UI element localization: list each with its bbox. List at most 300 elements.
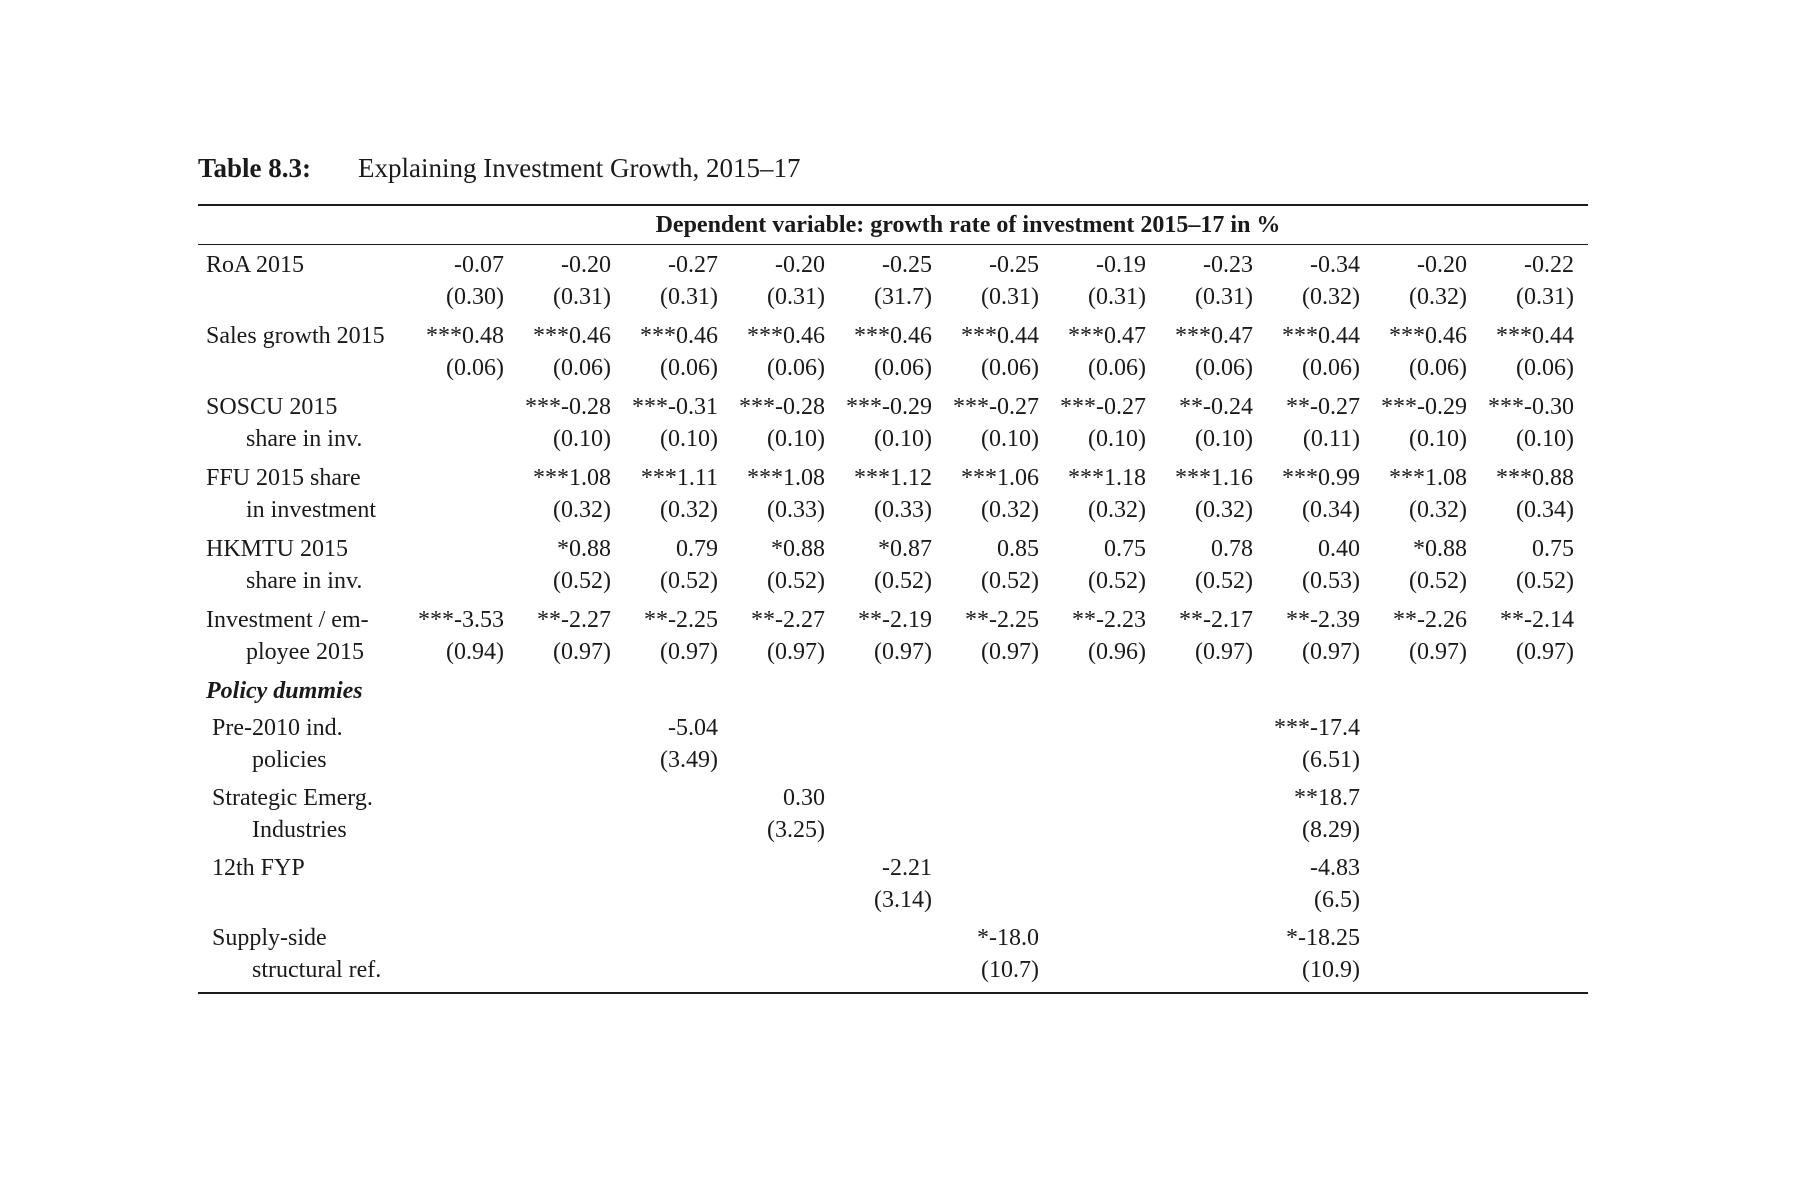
coefficient — [832, 922, 932, 954]
standard-error: (6.51) — [1302, 747, 1360, 773]
table-cell — [1153, 320, 1253, 384]
standard-error: (6.5) — [1314, 887, 1360, 913]
table-cell — [832, 712, 932, 744]
table-cell — [1367, 249, 1467, 313]
standard-error: (8.29) — [1302, 817, 1360, 843]
table-cell — [1153, 462, 1253, 526]
table-cell — [511, 391, 611, 455]
table-cell — [1367, 712, 1467, 744]
coefficient — [404, 922, 504, 954]
row-label — [206, 533, 362, 597]
table-cell — [511, 782, 611, 814]
table-cell — [1046, 922, 1146, 954]
coefficient: **18.7 — [1294, 785, 1360, 811]
coefficient: *0.88 — [1413, 536, 1467, 562]
standard-error: (0.52) — [1088, 568, 1146, 594]
coefficient — [1153, 852, 1253, 884]
row-label-line1: 12th FYP — [212, 855, 305, 881]
table-cell — [1474, 249, 1574, 313]
standard-error: (0.32) — [1409, 497, 1467, 523]
table-cell — [1474, 533, 1574, 597]
row-label-line1: Strategic Emerg. — [212, 785, 373, 811]
row-label — [206, 391, 362, 455]
table-cell — [1153, 533, 1253, 597]
table-row — [198, 533, 1588, 604]
row-label-line1: Supply-side — [212, 925, 327, 951]
coefficient: **-2.27 — [751, 607, 825, 633]
table-cell — [511, 922, 611, 954]
row-label-line2: structural ref. — [252, 957, 382, 983]
document-page — [198, 150, 1588, 994]
standard-error: (0.31) — [1088, 284, 1146, 310]
table-cell — [1153, 712, 1253, 744]
table-cell — [404, 249, 504, 313]
coefficient: -0.19 — [1096, 252, 1146, 278]
standard-error: (0.31) — [1516, 284, 1574, 310]
regression-table — [198, 245, 1588, 992]
coefficient: 0.30 — [783, 785, 825, 811]
table-cell — [939, 391, 1039, 455]
standard-error: (0.97) — [1302, 639, 1360, 665]
standard-error: (0.52) — [1409, 568, 1467, 594]
coefficient — [1046, 922, 1146, 954]
table-cell — [404, 852, 504, 884]
table-cell — [1046, 604, 1146, 668]
table-cell — [1474, 320, 1574, 384]
coefficient: -4.83 — [1310, 855, 1360, 881]
coefficient: 0.75 — [1104, 536, 1146, 562]
table-cell — [939, 604, 1039, 668]
table-number: Table 8.3: — [198, 153, 312, 183]
table-cell — [1260, 604, 1360, 668]
table-cell — [1153, 922, 1253, 954]
coefficient: 0.75 — [1532, 536, 1574, 562]
coefficient — [1367, 922, 1467, 954]
table-row — [198, 320, 1588, 391]
table-cell — [404, 533, 504, 565]
standard-error: (0.31) — [1195, 284, 1253, 310]
coefficient: **-2.14 — [1500, 607, 1574, 633]
standard-error: (0.10) — [874, 426, 932, 452]
coefficient: ***0.99 — [1282, 465, 1360, 491]
table-row — [198, 922, 1588, 992]
row-label-line2: share in inv. — [246, 426, 363, 452]
standard-error: (0.97) — [874, 639, 932, 665]
coefficient — [1474, 712, 1574, 744]
coefficient: *0.88 — [557, 536, 611, 562]
coefficient — [939, 712, 1039, 744]
coefficient — [404, 391, 504, 423]
coefficient — [725, 852, 825, 884]
coefficient: ***0.88 — [1496, 465, 1574, 491]
standard-error: (0.10) — [553, 426, 611, 452]
coefficient: 0.79 — [676, 536, 718, 562]
coefficient — [618, 852, 718, 884]
coefficient: ***0.47 — [1068, 323, 1146, 349]
coefficient: -0.22 — [1524, 252, 1574, 278]
row-label-line1: Sales growth 2015 — [206, 323, 385, 349]
table-cell — [1474, 604, 1574, 668]
coefficient: ***1.08 — [1389, 465, 1467, 491]
standard-error: (0.52) — [767, 568, 825, 594]
table-cell — [832, 604, 932, 668]
row-label — [206, 249, 304, 281]
table-cell — [1260, 391, 1360, 455]
table-cell — [832, 462, 932, 526]
table-title: Explaining Investment Growth, 2015–17 — [358, 153, 801, 183]
table-cell — [511, 462, 611, 526]
table-cell — [832, 320, 932, 384]
standard-error: (10.7) — [981, 957, 1039, 983]
coefficient — [1367, 852, 1467, 884]
table-row — [198, 712, 1588, 782]
standard-error: (0.32) — [981, 497, 1039, 523]
coefficient: ***0.46 — [747, 323, 825, 349]
standard-error: (0.32) — [553, 497, 611, 523]
coefficient: **-2.19 — [858, 607, 932, 633]
coefficient: **-2.26 — [1393, 607, 1467, 633]
row-label — [206, 462, 376, 526]
table-cell — [939, 922, 1039, 986]
table-cell — [725, 852, 825, 884]
row-label-line1: RoA 2015 — [206, 252, 305, 278]
table-row — [198, 462, 1588, 533]
coefficient: *-18.0 — [977, 925, 1039, 951]
coefficient — [725, 712, 825, 744]
table-cell — [1260, 533, 1360, 597]
coefficient — [1367, 712, 1467, 744]
table-row — [198, 604, 1588, 675]
coefficient: ***1.11 — [640, 465, 718, 491]
table-cell — [618, 852, 718, 884]
standard-error: (3.25) — [767, 817, 825, 843]
standard-error: (0.32) — [1302, 284, 1360, 310]
table-cell — [832, 852, 932, 916]
table-cell — [1474, 922, 1574, 954]
coefficient — [1046, 782, 1146, 814]
row-label-line1: Investment / em- — [206, 607, 369, 633]
table-cell — [1260, 462, 1360, 526]
table-cell — [1474, 852, 1574, 884]
coefficient — [511, 712, 611, 744]
coefficient — [1367, 782, 1467, 814]
coefficient — [511, 852, 611, 884]
table-cell — [1046, 249, 1146, 313]
standard-error: (0.32) — [1195, 497, 1253, 523]
table-cell — [1367, 922, 1467, 954]
coefficient: ***0.44 — [961, 323, 1039, 349]
row-label-line1: HKMTU 2015 — [206, 536, 348, 562]
table-cell — [939, 782, 1039, 814]
bottom-rule — [198, 992, 1588, 994]
table-cell — [725, 782, 825, 846]
standard-error: (0.31) — [660, 284, 718, 310]
standard-error: (0.10) — [1088, 426, 1146, 452]
standard-error: (0.31) — [553, 284, 611, 310]
row-label-line2: in investment — [246, 497, 376, 523]
coefficient — [1474, 782, 1574, 814]
table-cell — [511, 249, 611, 313]
table-cell — [618, 320, 718, 384]
coefficient — [618, 782, 718, 814]
table-row — [198, 249, 1588, 320]
table-cell — [404, 462, 504, 494]
row-label — [206, 604, 369, 668]
coefficient: -0.07 — [454, 252, 504, 278]
table-cell — [1153, 604, 1253, 668]
standard-error: (0.10) — [767, 426, 825, 452]
table-cell — [832, 391, 932, 455]
coefficient: ***1.16 — [1175, 465, 1253, 491]
table-cell — [1260, 712, 1360, 776]
row-label — [212, 712, 343, 776]
table-cell — [404, 712, 504, 744]
table-cell — [1046, 852, 1146, 884]
standard-error: (0.30) — [446, 284, 504, 310]
coefficient — [1046, 712, 1146, 744]
table-row — [198, 391, 1588, 462]
table-caption — [198, 150, 1588, 186]
table-cell — [1046, 712, 1146, 744]
coefficient: ***-0.28 — [525, 394, 611, 420]
standard-error: (0.33) — [874, 497, 932, 523]
table-cell — [618, 391, 718, 455]
coefficient: **-2.17 — [1179, 607, 1253, 633]
standard-error: (0.33) — [767, 497, 825, 523]
row-label-line1: Pre-2010 ind. — [212, 715, 343, 741]
coefficient — [939, 852, 1039, 884]
coefficient — [832, 782, 932, 814]
standard-error: (3.14) — [874, 887, 932, 913]
standard-error: (0.10) — [1409, 426, 1467, 452]
coefficient: ***-0.27 — [1060, 394, 1146, 420]
coefficient: ***1.12 — [854, 465, 932, 491]
table-cell — [618, 533, 718, 597]
standard-error: (0.97) — [767, 639, 825, 665]
standard-error: (0.96) — [1088, 639, 1146, 665]
coefficient — [1474, 852, 1574, 884]
coefficient — [1153, 922, 1253, 954]
table-cell — [832, 922, 932, 954]
coefficient: -5.04 — [668, 715, 718, 741]
coefficient: ***1.18 — [1068, 465, 1146, 491]
table-cell — [725, 712, 825, 744]
row-label-line1: SOSCU 2015 — [206, 394, 338, 420]
table-cell — [725, 462, 825, 526]
standard-error: (0.97) — [1409, 639, 1467, 665]
standard-error: (10.9) — [1302, 957, 1360, 983]
table-cell — [1046, 391, 1146, 455]
coefficient: **-2.23 — [1072, 607, 1146, 633]
standard-error: (0.06) — [446, 355, 504, 381]
row-label — [212, 782, 373, 846]
coefficient: **-0.27 — [1286, 394, 1360, 420]
table-cell — [1153, 782, 1253, 814]
section-row — [198, 675, 1588, 712]
coefficient — [511, 922, 611, 954]
standard-error: (0.97) — [660, 639, 718, 665]
table-cell — [939, 462, 1039, 526]
table-cell — [1046, 462, 1146, 526]
standard-error: (0.97) — [1195, 639, 1253, 665]
coefficient: *0.87 — [878, 536, 932, 562]
table-cell — [1046, 533, 1146, 597]
table-cell — [939, 712, 1039, 744]
table-cell — [1260, 782, 1360, 846]
table-cell — [1474, 712, 1574, 744]
coefficient — [404, 782, 504, 814]
coefficient — [404, 852, 504, 884]
standard-error: (0.10) — [1516, 426, 1574, 452]
standard-error: (0.31) — [981, 284, 1039, 310]
table-cell — [1153, 249, 1253, 313]
standard-error: (0.97) — [553, 639, 611, 665]
coefficient — [1474, 922, 1574, 954]
row-label — [212, 922, 381, 986]
table-cell — [1367, 852, 1467, 884]
standard-error: (0.52) — [1195, 568, 1253, 594]
coefficient — [404, 533, 504, 565]
coefficient: ***1.08 — [533, 465, 611, 491]
standard-error: (0.97) — [981, 639, 1039, 665]
row-label-line2: Industries — [252, 817, 347, 843]
table-cell — [404, 604, 504, 668]
standard-error: (0.06) — [660, 355, 718, 381]
coefficient: **-2.39 — [1286, 607, 1360, 633]
table-cell — [1474, 462, 1574, 526]
coefficient: **-2.25 — [644, 607, 718, 633]
coefficient: ***0.44 — [1282, 323, 1360, 349]
standard-error: (31.7) — [874, 284, 932, 310]
row-label-line2: ployee 2015 — [246, 639, 364, 665]
coefficient: ***-17.4 — [1274, 715, 1360, 741]
standard-error: (3.49) — [660, 747, 718, 773]
coefficient: ***-0.29 — [846, 394, 932, 420]
table-cell — [1046, 320, 1146, 384]
standard-error: (0.31) — [767, 284, 825, 310]
coefficient: ***0.47 — [1175, 323, 1253, 349]
table-cell — [618, 249, 718, 313]
table-cell — [1260, 320, 1360, 384]
coefficient: ***-3.53 — [418, 607, 504, 633]
table-cell — [1367, 533, 1467, 597]
coefficient: ***1.06 — [961, 465, 1039, 491]
table-cell — [725, 533, 825, 597]
row-label — [206, 320, 385, 352]
coefficient — [404, 462, 504, 494]
coefficient: -0.25 — [882, 252, 932, 278]
standard-error: (0.32) — [1088, 497, 1146, 523]
table-cell — [618, 462, 718, 526]
table-cell — [511, 852, 611, 884]
table-cell — [1046, 782, 1146, 814]
table-cell — [1474, 391, 1574, 455]
standard-error: (0.52) — [553, 568, 611, 594]
standard-error: (0.06) — [1195, 355, 1253, 381]
standard-error: (0.06) — [874, 355, 932, 381]
coefficient — [725, 922, 825, 954]
coefficient — [1046, 852, 1146, 884]
coefficient: ***0.48 — [426, 323, 504, 349]
table-cell — [939, 320, 1039, 384]
table-cell — [511, 533, 611, 597]
table-cell — [832, 533, 932, 597]
coefficient: 0.78 — [1211, 536, 1253, 562]
table-cell — [1153, 852, 1253, 884]
coefficient: -0.20 — [775, 252, 825, 278]
coefficient: **-2.25 — [965, 607, 1039, 633]
coefficient: ***0.46 — [1389, 323, 1467, 349]
standard-error: (0.94) — [446, 639, 504, 665]
standard-error: (0.06) — [1302, 355, 1360, 381]
coefficient — [404, 712, 504, 744]
coefficient: 0.85 — [997, 536, 1039, 562]
table-cell — [618, 922, 718, 954]
table-cell — [1260, 852, 1360, 916]
standard-error: (0.10) — [1195, 426, 1253, 452]
table-cell — [725, 391, 825, 455]
table-cell — [725, 604, 825, 668]
table-cell — [404, 782, 504, 814]
row-label — [212, 852, 305, 884]
coefficient: **-0.24 — [1179, 394, 1253, 420]
standard-error: (0.10) — [981, 426, 1039, 452]
row-label-line2: policies — [252, 747, 327, 773]
coefficient: ***0.46 — [640, 323, 718, 349]
table-cell — [832, 782, 932, 814]
standard-error: (0.10) — [660, 426, 718, 452]
standard-error: (0.52) — [1516, 568, 1574, 594]
coefficient — [511, 782, 611, 814]
table-cell — [618, 712, 718, 776]
table-cell — [404, 320, 504, 384]
coefficient: ***-0.27 — [953, 394, 1039, 420]
coefficient: 0.40 — [1318, 536, 1360, 562]
standard-error: (0.06) — [553, 355, 611, 381]
table-cell — [939, 249, 1039, 313]
standard-error: (0.97) — [1516, 639, 1574, 665]
table-cell — [511, 604, 611, 668]
table-row — [198, 782, 1588, 852]
standard-error: (0.53) — [1302, 568, 1360, 594]
coefficient: **-2.27 — [537, 607, 611, 633]
standard-error: (0.34) — [1302, 497, 1360, 523]
table-cell — [1367, 782, 1467, 814]
coefficient: *-18.25 — [1286, 925, 1360, 951]
dependent-variable-header: Dependent variable: growth rate of investment 2015–17 in % — [655, 212, 1281, 238]
coefficient: ***-0.30 — [1488, 394, 1574, 420]
coefficient: -0.27 — [668, 252, 718, 278]
table-cell — [404, 922, 504, 954]
coefficient — [1153, 712, 1253, 744]
coefficient — [618, 922, 718, 954]
table-cell — [1367, 391, 1467, 455]
coefficient: -0.20 — [561, 252, 611, 278]
standard-error: (0.06) — [1409, 355, 1467, 381]
table-cell — [939, 852, 1039, 884]
table-cell — [725, 249, 825, 313]
table-cell — [1260, 922, 1360, 986]
table-cell — [832, 249, 932, 313]
standard-error: (0.52) — [874, 568, 932, 594]
row-label-line2: share in inv. — [246, 568, 363, 594]
coefficient: ***0.46 — [854, 323, 932, 349]
coefficient: ***0.44 — [1496, 323, 1574, 349]
table-cell — [404, 391, 504, 423]
coefficient — [1153, 782, 1253, 814]
coefficient: -0.25 — [989, 252, 1039, 278]
table-row — [198, 852, 1588, 922]
